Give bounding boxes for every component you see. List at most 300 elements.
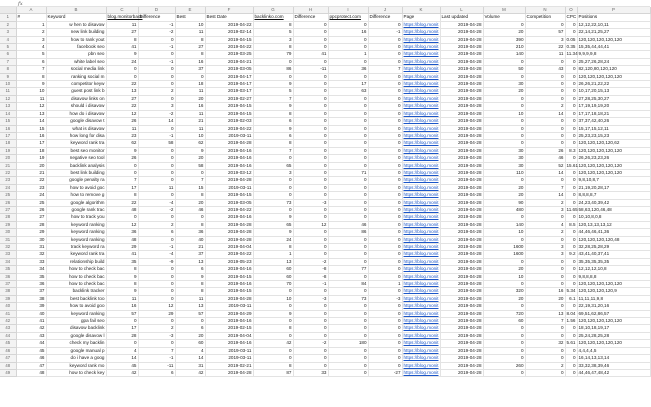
table-cell[interactable]: 0: [368, 51, 402, 58]
table-cell[interactable]: 20: [175, 332, 205, 339]
table-cell[interactable]: 0: [293, 81, 328, 88]
table-cell[interactable]: 0: [328, 251, 368, 258]
table-cell[interactable]: 3: [138, 103, 175, 110]
table-cell[interactable]: 0: [368, 251, 402, 258]
table-cell[interactable]: 27: [106, 95, 138, 102]
table-cell[interactable]: 0: [368, 303, 402, 310]
table-cell[interactable]: 30: [483, 81, 525, 88]
table-cell[interactable]: 2019-04-28: [440, 162, 483, 169]
table-cell[interactable]: 9: [106, 288, 138, 295]
table-cell[interactable]: 2019-04-28: [440, 266, 483, 273]
table-cell[interactable]: 0: [368, 355, 402, 362]
table-cell[interactable]: 0.05: [566, 36, 576, 42]
table-cell[interactable]: -1: [138, 132, 175, 139]
table-cell[interactable]: 0: [106, 318, 138, 325]
table-cell[interactable]: 2019-04-28: [440, 192, 483, 199]
table-cell[interactable]: https://blog.monit: [403, 251, 439, 257]
table-cell[interactable]: 2019-03-05: [205, 199, 253, 206]
row-number[interactable]: 43: [0, 325, 16, 332]
table-cell[interactable]: 9.2: [565, 251, 577, 258]
table-cell[interactable]: 5.61: [566, 340, 576, 346]
table-cell[interactable]: 33: [293, 369, 328, 376]
table-cell[interactable]: 84: [328, 281, 368, 288]
table-cell[interactable]: 2019-04-04: [205, 332, 253, 339]
table-cell[interactable]: 8: [175, 51, 205, 58]
table-cell[interactable]: 2: [525, 199, 565, 206]
table-cell[interactable]: 480: [483, 206, 525, 213]
table-cell[interactable]: disavow links on: [46, 95, 106, 102]
table-cell[interactable]: 20: [175, 199, 205, 206]
table-cell[interactable]: how to check bac: [46, 281, 106, 288]
table-cell[interactable]: 27,28,25,30,27: [577, 95, 650, 102]
table-cell[interactable]: 2019-04-22: [205, 21, 253, 28]
table-cell[interactable]: 28: [16, 221, 46, 228]
header-cell[interactable]: Competition: [525, 14, 565, 21]
table-cell[interactable]: 8: [175, 288, 205, 295]
table-cell[interactable]: 26,26,21,22,22: [577, 81, 650, 88]
table-cell[interactable]: 14: [525, 169, 565, 176]
table-cell[interactable]: https://blog.monit: [403, 140, 439, 146]
table-cell[interactable]: 57: [175, 310, 205, 317]
table-cell[interactable]: -1: [138, 21, 175, 28]
table-cell[interactable]: 0: [368, 162, 402, 169]
column-header-e[interactable]: E: [175, 7, 205, 14]
table-cell[interactable]: 11: [106, 125, 138, 132]
table-cell[interactable]: 11: [106, 295, 138, 302]
table-cell[interactable]: 0: [525, 81, 565, 88]
table-cell[interactable]: 45: [16, 347, 46, 354]
table-cell[interactable]: https://blog.monit: [403, 258, 439, 264]
table-cell[interactable]: 11: [175, 295, 205, 302]
table-cell[interactable]: 0: [293, 310, 328, 317]
table-cell[interactable]: https://blog.monit: [403, 347, 439, 353]
table-cell[interactable]: 2019-04-16: [205, 147, 253, 154]
table-cell[interactable]: 0: [525, 325, 565, 332]
table-cell[interactable]: keyword ranking: [46, 236, 106, 243]
table-cell[interactable]: backlink tracker: [46, 288, 106, 295]
table-cell[interactable]: 26,26,23,23,26: [577, 155, 650, 162]
table-cell[interactable]: 2019-04-28: [440, 177, 483, 184]
table-cell[interactable]: backlink analysis: [46, 162, 106, 169]
table-cell[interactable]: 26: [106, 118, 138, 125]
table-cell[interactable]: 2019-04-28: [205, 236, 253, 243]
table-cell[interactable]: 2019-04-16: [205, 266, 253, 273]
table-cell[interactable]: 23: [16, 184, 46, 191]
table-cell[interactable]: 0: [525, 236, 565, 243]
table-cell[interactable]: 10: [483, 110, 525, 117]
table-cell[interactable]: 2: [525, 362, 565, 369]
table-cell[interactable]: 0: [483, 303, 525, 310]
table-cell[interactable]: 12: [106, 110, 138, 117]
table-cell[interactable]: 2019-04-28: [205, 295, 253, 302]
table-cell[interactable]: 0: [328, 332, 368, 339]
table-cell[interactable]: new link building: [46, 29, 106, 36]
table-cell[interactable]: 2019-04-28: [440, 147, 483, 154]
table-cell[interactable]: 0: [138, 95, 175, 102]
table-cell[interactable]: what is disavow: [46, 125, 106, 132]
table-cell[interactable]: 2019-04-28: [440, 88, 483, 95]
table-cell[interactable]: 0: [565, 169, 577, 176]
table-cell[interactable]: 0: [328, 103, 368, 110]
row-number[interactable]: 45: [0, 340, 16, 347]
table-cell[interactable]: 0: [328, 347, 368, 354]
table-cell[interactable]: 0: [328, 310, 368, 317]
table-cell[interactable]: 0: [293, 118, 328, 125]
row-number[interactable]: 44: [0, 332, 16, 339]
table-cell[interactable]: 8: [106, 192, 138, 199]
table-cell[interactable]: 3: [253, 169, 293, 176]
table-cell[interactable]: 0: [368, 273, 402, 280]
table-cell[interactable]: 25,27,26,28,24: [577, 58, 650, 65]
table-cell[interactable]: 17: [16, 140, 46, 147]
table-cell[interactable]: 0: [483, 125, 525, 132]
table-cell[interactable]: 46: [328, 221, 368, 228]
table-cell[interactable]: 2019-04-28: [440, 362, 483, 369]
table-cell[interactable]: 69,51,62,86,57: [577, 310, 650, 317]
table-cell[interactable]: 22: [106, 81, 138, 88]
table-cell[interactable]: 46: [16, 355, 46, 362]
row-number[interactable]: 29: [0, 221, 16, 228]
table-cell[interactable]: 0: [293, 88, 328, 95]
table-cell[interactable]: 2019-04-28: [440, 155, 483, 162]
table-cell[interactable]: 11.65: [566, 206, 578, 212]
table-cell[interactable]: 71: [328, 169, 368, 176]
table-cell[interactable]: 0: [483, 332, 525, 339]
table-cell[interactable]: 2019-04-28: [440, 251, 483, 258]
table-cell[interactable]: 43: [16, 332, 46, 339]
table-cell[interactable]: 0: [483, 21, 525, 28]
table-cell[interactable]: 0: [328, 184, 368, 191]
table-cell[interactable]: 10: [16, 88, 46, 95]
table-cell[interactable]: 9: [253, 103, 293, 110]
table-cell[interactable]: -2: [138, 29, 175, 36]
table-cell[interactable]: 0: [565, 325, 577, 332]
table-cell[interactable]: 0: [138, 273, 175, 280]
table-cell[interactable]: 0: [293, 29, 328, 36]
table-cell[interactable]: 2019-04-17: [205, 81, 253, 88]
table-cell[interactable]: 8: [253, 140, 293, 147]
table-cell[interactable]: 22,19,31,20,16: [577, 303, 650, 310]
table-cell[interactable]: 18,10,18,19,17: [577, 325, 650, 332]
table-cell[interactable]: 0: [328, 273, 368, 280]
table-cell[interactable]: google disavow l: [46, 332, 106, 339]
table-cell[interactable]: 2019-04-28: [440, 81, 483, 88]
table-cell[interactable]: 14: [525, 110, 565, 117]
table-cell[interactable]: 8: [253, 244, 293, 251]
table-cell[interactable]: 0: [328, 118, 368, 125]
table-cell[interactable]: 11.34: [566, 51, 578, 57]
table-cell[interactable]: 0: [138, 36, 175, 43]
table-cell[interactable]: 2019-03-11: [205, 303, 253, 310]
table-cell[interactable]: 2: [16, 29, 46, 36]
spreadsheet-grid[interactable]: [0, 7, 650, 407]
table-cell[interactable]: 2019-04-22: [205, 125, 253, 132]
header-cell[interactable]: blog.monitorback: [107, 14, 143, 20]
formula-bar[interactable]: [0, 0, 650, 7]
table-cell[interactable]: 0: [328, 44, 368, 51]
table-cell[interactable]: 42: [175, 369, 205, 376]
table-cell[interactable]: 0: [368, 81, 402, 88]
table-cell[interactable]: 25: [16, 199, 46, 206]
table-cell[interactable]: 0: [293, 347, 328, 354]
table-cell[interactable]: https://blog.monit: [403, 355, 439, 361]
table-cell[interactable]: 86: [328, 229, 368, 236]
table-cell[interactable]: 0: [138, 66, 175, 73]
table-cell[interactable]: 2019-04-28: [440, 369, 483, 376]
table-cell[interactable]: 2019-04-28: [440, 140, 483, 147]
table-cell[interactable]: 0: [368, 362, 402, 369]
table-cell[interactable]: https://blog.monit: [403, 221, 439, 227]
table-cell[interactable]: 3: [525, 206, 565, 213]
table-cell[interactable]: https://blog.monit: [403, 214, 439, 220]
table-cell[interactable]: https://blog.monit: [403, 295, 439, 301]
table-cell[interactable]: how long for disa: [46, 132, 106, 139]
header-cell[interactable]: Keyword: [46, 14, 106, 21]
table-cell[interactable]: 0: [293, 192, 328, 199]
table-cell[interactable]: 0: [253, 303, 293, 310]
table-cell[interactable]: https://blog.monit: [403, 125, 439, 131]
table-cell[interactable]: 0: [253, 192, 293, 199]
table-cell[interactable]: 22: [106, 103, 138, 110]
table-cell[interactable]: 6: [253, 118, 293, 125]
table-cell[interactable]: 0: [328, 325, 368, 332]
table-cell[interactable]: 0: [293, 332, 328, 339]
table-cell[interactable]: 8.04: [566, 310, 576, 316]
table-cell[interactable]: 29: [16, 229, 46, 236]
row-number[interactable]: 47: [0, 355, 16, 362]
table-cell[interactable]: https://blog.monit: [403, 21, 439, 27]
table-cell[interactable]: 20: [483, 88, 525, 95]
table-cell[interactable]: 2019-04-28: [440, 303, 483, 310]
table-cell[interactable]: 0: [565, 21, 577, 28]
table-cell[interactable]: 0: [293, 125, 328, 132]
table-cell[interactable]: 3: [16, 36, 46, 43]
table-cell[interactable]: 0: [293, 36, 328, 43]
table-cell[interactable]: -9: [138, 258, 175, 265]
table-cell[interactable]: 27: [106, 29, 138, 36]
table-cell[interactable]: 2019-04-16: [205, 281, 253, 288]
table-cell[interactable]: 120,120,120,120,120: [577, 73, 650, 80]
table-cell[interactable]: 73: [253, 199, 293, 206]
table-cell[interactable]: 48: [106, 236, 138, 243]
table-cell[interactable]: 8: [253, 362, 293, 369]
table-cell[interactable]: 2019-03-11: [205, 184, 253, 191]
table-cell[interactable]: 4: [175, 347, 205, 354]
table-cell[interactable]: https://blog.monit: [403, 199, 439, 205]
table-cell[interactable]: 22: [16, 177, 46, 184]
table-cell[interactable]: 0: [328, 206, 368, 213]
table-cell[interactable]: 19: [16, 155, 46, 162]
table-cell[interactable]: 28: [106, 332, 138, 339]
table-cell[interactable]: 62: [106, 140, 138, 147]
table-cell[interactable]: 7: [175, 177, 205, 184]
table-cell[interactable]: -3: [138, 332, 175, 339]
table-cell[interactable]: 0: [253, 58, 293, 65]
table-cell[interactable]: https://blog.monit: [403, 184, 439, 190]
table-cell[interactable]: 0: [328, 236, 368, 243]
table-cell[interactable]: best link building: [46, 169, 106, 176]
table-cell[interactable]: keyword ranking: [46, 310, 106, 317]
table-cell[interactable]: 0: [328, 21, 368, 28]
table-cell[interactable]: 0: [368, 199, 402, 206]
table-cell[interactable]: 2: [525, 103, 565, 110]
table-cell[interactable]: 2019-04-28: [440, 244, 483, 251]
row-number[interactable]: 16: [0, 125, 16, 132]
table-cell[interactable]: 36: [16, 281, 46, 288]
table-cell[interactable]: 0: [368, 214, 402, 221]
table-cell[interactable]: 58: [138, 140, 175, 147]
table-cell[interactable]: 0: [106, 66, 138, 73]
table-cell[interactable]: 47: [16, 362, 46, 369]
table-cell[interactable]: 2019-04-16: [205, 162, 253, 169]
header-cell[interactable]: Last updated: [440, 14, 483, 21]
table-cell[interactable]: google disavow t: [46, 118, 106, 125]
table-cell[interactable]: 4: [525, 221, 565, 228]
row-number[interactable]: 15: [0, 118, 16, 125]
table-cell[interactable]: 8: [106, 281, 138, 288]
table-cell[interactable]: 0: [328, 58, 368, 65]
table-cell[interactable]: 0: [483, 95, 525, 102]
table-cell[interactable]: 4: [106, 347, 138, 354]
table-cell[interactable]: 0: [328, 288, 368, 295]
table-cell[interactable]: best seo monitor: [46, 147, 106, 154]
table-cell[interactable]: 0: [106, 169, 138, 176]
table-cell[interactable]: 0: [138, 318, 175, 325]
table-cell[interactable]: 2019-04-28: [440, 199, 483, 206]
row-number[interactable]: 41: [0, 310, 16, 317]
table-cell[interactable]: 0: [565, 214, 577, 221]
table-cell[interactable]: 2019-04-28: [440, 73, 483, 80]
table-cell[interactable]: 0: [328, 147, 368, 154]
table-cell[interactable]: 0: [253, 318, 293, 325]
table-cell[interactable]: 9: [16, 81, 46, 88]
table-cell[interactable]: 21: [16, 169, 46, 176]
table-cell[interactable]: keyword rank tra: [46, 140, 106, 147]
table-cell[interactable]: disavow backlink: [46, 325, 106, 332]
table-cell[interactable]: 2019-02-15: [205, 325, 253, 332]
table-cell[interactable]: 42: [16, 325, 46, 332]
table-cell[interactable]: 0: [368, 221, 402, 228]
table-cell[interactable]: https://blog.monit: [403, 369, 439, 375]
table-cell[interactable]: 26: [16, 206, 46, 213]
table-cell[interactable]: 0: [565, 347, 577, 354]
table-cell[interactable]: 32: [16, 251, 46, 258]
table-cell[interactable]: 9: [175, 273, 205, 280]
table-cell[interactable]: 0: [138, 236, 175, 243]
table-cell[interactable]: 0: [525, 140, 565, 147]
table-cell[interactable]: 0: [565, 192, 577, 199]
table-cell[interactable]: 13: [16, 110, 46, 117]
table-cell[interactable]: 10: [175, 21, 205, 28]
table-cell[interactable]: 0: [328, 110, 368, 117]
select-all-corner[interactable]: [0, 7, 16, 14]
row-number[interactable]: 28: [0, 214, 16, 221]
table-cell[interactable]: 9,8,8,8,8: [577, 273, 650, 280]
table-cell[interactable]: 3: [525, 36, 565, 43]
table-cell[interactable]: 0: [328, 258, 368, 265]
table-cell[interactable]: 0: [328, 362, 368, 369]
table-cell[interactable]: 210: [483, 44, 525, 51]
table-cell[interactable]: 0: [138, 147, 175, 154]
table-cell[interactable]: 2019-04-28: [440, 29, 483, 36]
table-cell[interactable]: 17: [106, 184, 138, 191]
table-cell[interactable]: 0: [293, 162, 328, 169]
table-cell[interactable]: 3: [525, 251, 565, 258]
table-cell[interactable]: 0: [368, 332, 402, 339]
header-cell[interactable]: #: [16, 14, 46, 21]
table-cell[interactable]: 0: [328, 132, 368, 139]
table-cell[interactable]: 140: [483, 221, 525, 228]
table-cell[interactable]: 120,120,120,120,62: [577, 140, 650, 147]
table-cell[interactable]: 0: [525, 58, 565, 65]
table-cell[interactable]: 6: [175, 266, 205, 273]
table-cell[interactable]: 6.1: [565, 295, 577, 302]
table-cell[interactable]: 11,11,11,9,8: [577, 295, 650, 302]
table-cell[interactable]: 2019-04-28: [440, 340, 483, 347]
table-cell[interactable]: 17,19,19,19,20: [577, 103, 650, 110]
table-cell[interactable]: 24: [106, 58, 138, 65]
table-cell[interactable]: 2019-04-28: [440, 258, 483, 265]
table-cell[interactable]: 0: [483, 103, 525, 110]
table-cell[interactable]: 20: [483, 192, 525, 199]
table-cell[interactable]: 2019-02-14: [205, 29, 253, 36]
table-cell[interactable]: 9: [175, 147, 205, 154]
table-cell[interactable]: https://blog.monit: [403, 88, 439, 94]
table-cell[interactable]: 0: [565, 369, 577, 376]
table-cell[interactable]: 2019-04-22: [205, 44, 253, 51]
table-cell[interactable]: keyword rank mo: [46, 362, 106, 369]
table-cell[interactable]: 50: [483, 66, 525, 73]
table-cell[interactable]: 40: [175, 236, 205, 243]
table-cell[interactable]: -27: [368, 369, 402, 376]
table-cell[interactable]: 20: [525, 295, 565, 302]
table-cell[interactable]: 13: [175, 303, 205, 310]
table-cell[interactable]: 2019-04-15: [205, 110, 253, 117]
table-cell[interactable]: 0: [565, 332, 577, 339]
table-cell[interactable]: 0: [525, 21, 565, 28]
table-cell[interactable]: 60: [253, 266, 293, 273]
table-cell[interactable]: 0: [368, 147, 402, 154]
table-cell[interactable]: 0: [138, 162, 175, 169]
table-cell[interactable]: 0: [483, 355, 525, 362]
table-cell[interactable]: https://blog.monit: [403, 310, 439, 316]
table-cell[interactable]: 18: [175, 81, 205, 88]
table-cell[interactable]: 27: [16, 214, 46, 221]
table-cell[interactable]: 2019-04-28: [440, 288, 483, 295]
table-cell[interactable]: 8.5: [565, 221, 577, 228]
table-cell[interactable]: google algorithm: [46, 199, 106, 206]
table-cell[interactable]: 0: [525, 118, 565, 125]
table-cell[interactable]: 44: [16, 340, 46, 347]
table-cell[interactable]: 57: [106, 310, 138, 317]
table-cell[interactable]: 16: [106, 303, 138, 310]
table-cell[interactable]: -4: [138, 251, 175, 258]
table-cell[interactable]: 0: [293, 21, 328, 28]
table-cell[interactable]: https://blog.monit: [403, 162, 439, 168]
table-cell[interactable]: how to avoid goc: [46, 184, 106, 191]
table-cell[interactable]: 0: [368, 110, 402, 117]
table-cell[interactable]: 58: [175, 162, 205, 169]
table-cell[interactable]: 2: [138, 88, 175, 95]
table-cell[interactable]: 0: [525, 95, 565, 102]
table-cell[interactable]: 0: [328, 125, 368, 132]
table-cell[interactable]: 57: [525, 29, 565, 36]
table-cell[interactable]: 16,14,13,13,14: [577, 355, 650, 362]
table-cell[interactable]: 0: [253, 177, 293, 184]
table-cell[interactable]: 11: [175, 125, 205, 132]
column-header-d[interactable]: D: [138, 7, 175, 14]
table-cell[interactable]: 0: [293, 206, 328, 213]
